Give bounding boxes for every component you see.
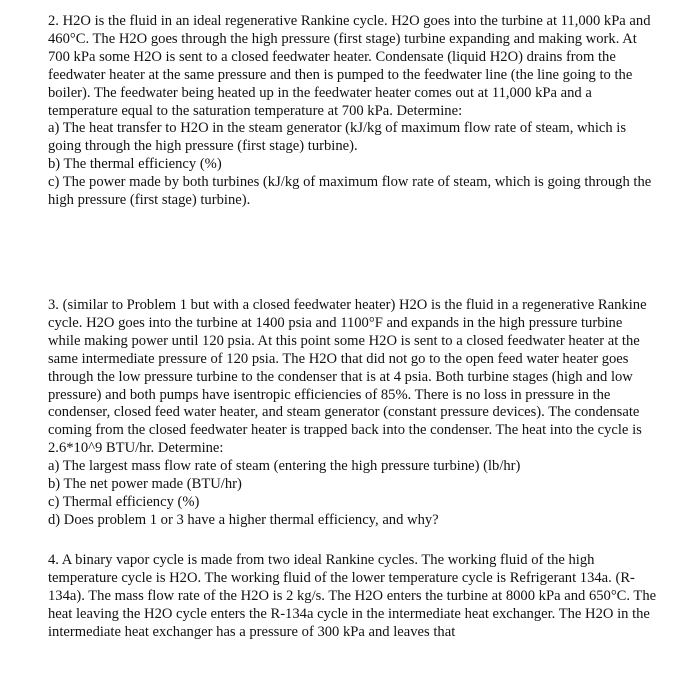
problem-2-question-b: b) The thermal efficiency (%)	[48, 156, 222, 173]
problem-4-statement: 4. A binary vapor cycle is made from two ideal Rankine cycles. The working fluid of the high temperature cycle is H2O. The working fluid of the lower temperature cycle is Refrigerant 134a. (R-134a). The mass flow rate of the H2O is 2 kg/s. The H2O enters the turbine at 8000 kPa and 650°C. The heat leaving the H2O cycle enters the R-134a cycle in the intermediate heat exchanger. The H2O in the intermediate heat exchanger has a pressure of 300 kPa and leaves that	[48, 552, 660, 640]
problem-4	[48, 552, 658, 642]
problem-3-question-b: b) The net power made (BTU/hr)	[48, 476, 242, 493]
problem-3-statement: 3. (similar to Problem 1 but with a closed feedwater heater) H2O is the fluid in a regenerative Rankine cycle. H2O goes into the turbine at 1400 psia and 1100°F and expands in the high pressure turbine while making power until 120 psia. At this point some H2O is sent to a closed feedwater heater at the same intermediate pressure of 120 psia. The H2O that did not go to the open feed water heater goes through the low pressure turbine to the condenser that is at 4 psia. Both turbine stages (high and low pressure) and both pumps have isentropic efficiencies of 85%. There is no loss in pressure in the condenser, closed feed water heater, and steam generator (constant pressure devices). The condensate coming from the closed feedwater heater is trapped back into the condenser. The heat into the cycle is 2.6*10^9 BTU/hr. Determine:	[48, 297, 651, 457]
problem-2-statement: 2. H2O is the fluid in an ideal regenerative Rankine cycle. H2O goes into the turbine at 11,000 kPa and 460°C. The H2O goes through the high pressure (first stage) turbine expanding and making work. At 700 kPa some H2O is sent to a closed feedwater heater. Condensate (liquid H2O) drains from the feedwater heater at the same pressure and then is pumped to the feedwater line (the line going to the boiler). The feedwater being heated up in the feedwater heater comes out at 11,000 kPa and a temperature equal to the saturation temperature at 700 kPa. Determine:	[48, 13, 655, 119]
problem-2-question-c: c) The power made by both turbines (kJ/kg of maximum flow rate of steam, which is going through the high pressure (first stage) turbine).	[48, 174, 652, 209]
problem-3	[48, 297, 658, 530]
problem-2	[48, 13, 658, 210]
problem-3-question-d: d) Does problem 1 or 3 have a higher thermal efficiency, and why?	[48, 511, 439, 528]
problem-2-question-a: a) The heat transfer to H2O in the steam generator (kJ/kg of maximum flow rate of steam, which is going through the high pressure (first stage) turbine).	[48, 120, 627, 155]
problem-3-question-a: a) The largest mass flow rate of steam (entering the high pressure turbine) (lb/hr)	[48, 458, 521, 475]
problem-3-question-c: c) Thermal efficiency (%)	[48, 493, 200, 510]
